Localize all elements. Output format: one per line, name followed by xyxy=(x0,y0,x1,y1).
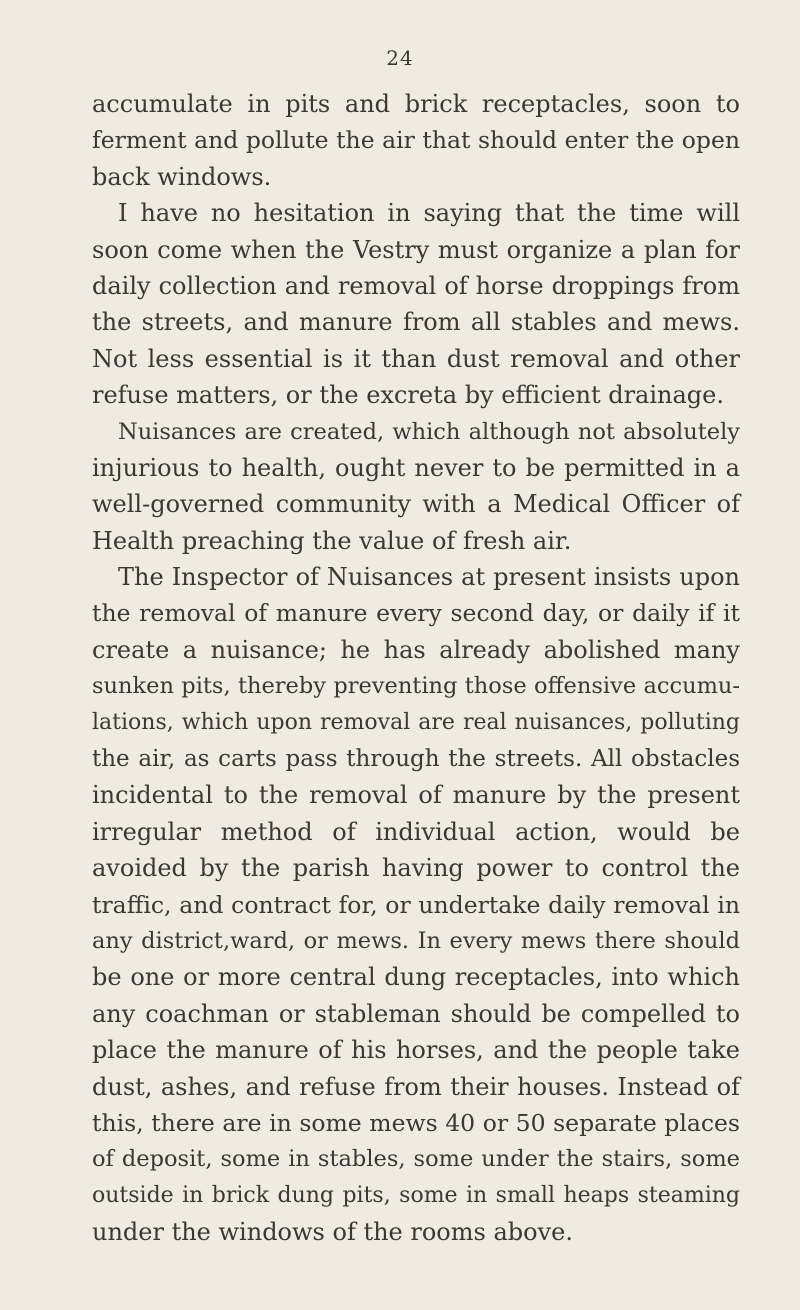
text-line: daily collection and removal of horse droppings from xyxy=(92,271,740,300)
text-line: the streets, and manure from all stables and mews. xyxy=(92,308,740,337)
text-line: of deposit, some in stables, some under the stairs, some xyxy=(92,1146,740,1173)
text-line: the removal of manure every second day, or daily if it xyxy=(92,599,740,628)
text-line: under the windows of the rooms above. xyxy=(92,1218,573,1247)
text-line: I have no hesitation in saying that the time will xyxy=(118,199,740,228)
text-line: refuse matters, or the excreta by efficient drainage. xyxy=(92,381,725,410)
text-line: ferment and pollute the air that should enter the open xyxy=(92,126,740,155)
text-line: the air, as carts pass through the streets. All obstacles xyxy=(92,746,740,773)
text-line: Nuisances are created, which although not absolutely xyxy=(118,418,740,445)
text-line: any district,ward, or mews. In every mews there should xyxy=(92,927,740,954)
text-line: create a nuisance; he has already abolished many xyxy=(92,635,740,664)
text-line: traffic, and contract for, or undertake daily removal in xyxy=(92,890,740,919)
text-line: this, there are in some mews 40 or 50 separate places xyxy=(92,1108,740,1137)
text-line: accumulate in pits and brick receptacles, soon to xyxy=(92,90,740,118)
text-line: dust, ashes, and refuse from their houses. Instead of xyxy=(92,1072,740,1101)
body-text xyxy=(92,86,740,1251)
text-line: The Inspector of Nuisances at present insists upon xyxy=(118,563,740,592)
text-line: avoided by the parish having power to control the xyxy=(92,854,740,883)
text-line: back windows. xyxy=(92,162,272,191)
text-line: any coachman or stableman should be compelled to xyxy=(92,999,740,1028)
text-line: irregular method of individual action, would be xyxy=(92,817,740,846)
text-line: outside in brick dung pits, some in small heaps steaming xyxy=(92,1182,740,1208)
text-line: lations, which upon removal are real nuisances, polluting xyxy=(92,709,740,735)
text-line: be one or more central dung receptacles, into which xyxy=(92,963,740,992)
text-line: soon come when the Vestry must organize a plan for xyxy=(92,235,740,264)
text-line: well-governed community with a Medical Officer of xyxy=(92,490,740,519)
text-line: Not less essential is it than dust removal and other xyxy=(92,344,740,373)
page-number: 24 xyxy=(386,46,414,70)
text-line: injurious to health, ought never to be permitted in a xyxy=(92,453,740,482)
text-line: Health preaching the value of fresh air. xyxy=(92,526,572,555)
text-line: sunken pits, thereby preventing those offensive accumu- xyxy=(92,673,740,700)
text-line: incidental to the removal of manure by the present xyxy=(92,781,740,810)
text-line: place the manure of his horses, and the people take xyxy=(92,1036,740,1065)
